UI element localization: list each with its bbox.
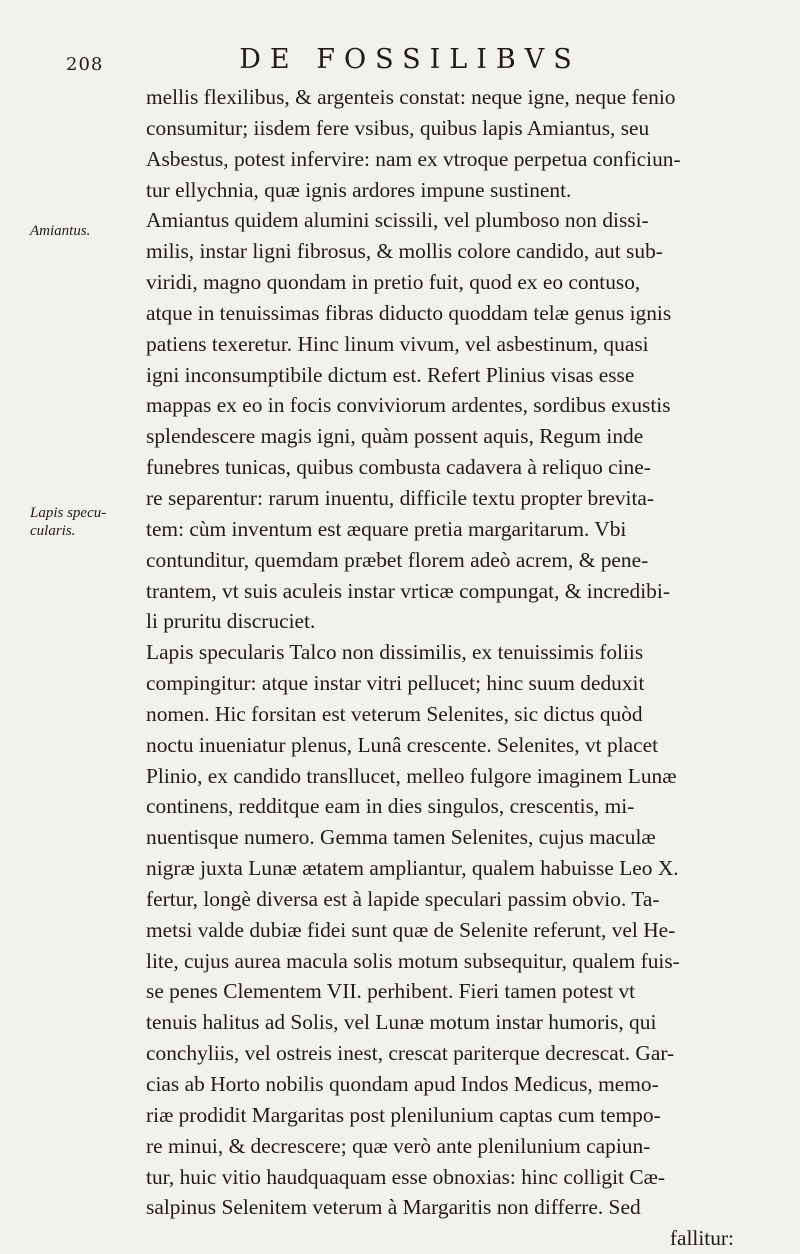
text-line: re separentur: rarum inuentu, difficile textu propter brevita- [146,485,655,510]
text-line: continens, redditque eam in dies singulos, crescentis, mi- [146,794,635,819]
text-line: fallitur: [669,1226,734,1251]
text-line: nuentisque numero. Gemma tamen Selenites, cujus maculæ [146,825,656,850]
text-line: noctu inueniatur plenus, Lunâ crescente. Selenites, vt placet [146,732,659,757]
text-line: fertur, longè diversa est à lapide speculari passim obvio. Ta- [146,886,660,911]
margin-note-line: Amiantus. [30,223,91,239]
text-line: milis, instar ligni fibrosus, & mollis colore candido, aut sub- [146,239,663,264]
text-line: lite, cujus aurea macula solis motum subsequitur, qualem fuis- [146,948,680,973]
margin-note-amiantus [30,222,140,240]
text-line: patiens texeretur. Hinc linum vivum, vel asbestinum, quasi [146,331,649,356]
text-line: tem: cùm inventum est æquare pretia margaritarum. Vbi [146,516,627,541]
text-line: cias ab Horto nobilis quondam apud Indos Medicus, memo- [146,1072,659,1096]
text-line: mellis flexilibus, & argenteis constat: neque igne, neque fenio [146,85,676,109]
text-line: Amiantus quidem alumini scissili, vel plumboso non dissi- [146,208,649,233]
text-line: nomen. Hic forsitan est veterum Selenites, sic dictus quòd [146,701,643,726]
text-line: atque in tenuissimas fibras diducto quoddam telæ genus ignis [146,300,672,325]
text-line: compingitur: atque instar vitri pellucet; hinc suum deduxit [146,671,645,696]
text-line: nigræ juxta Lunæ ætatem ampliantur, qualem habuisse Leo X. [146,856,679,881]
text-line: tur ellychnia, quæ ignis ardores impune sustinent. [146,177,572,202]
body-text [146,82,742,1254]
text-line: mappas ex eo in focis conviviorum ardentes, sordibus exustis [146,393,671,418]
text-line: Lapis specularis Talco non dissimilis, ex tenuissimis foliis [146,640,644,665]
text-line: trantem, vt suis aculeis instar vrticæ compungat, & incredibi- [146,578,670,603]
margin-note-line: Lapis specu- [30,505,107,521]
text-line: Plinio, ex candido transllucet, melleo fulgore imaginem Lunæ [146,763,677,788]
text-line: riæ prodidit Margaritas post plenilunium captas cum tempo- [146,1102,661,1127]
margin-note-line: cularis. [30,523,76,539]
text-line: Asbestus, potest infervire: nam ex vtroque perpetua conficiun- [146,146,681,171]
text-line: tenuis halitus ad Solis, vel Lunæ motum instar humoris, qui [146,1010,657,1035]
margin-note-lapis-specularis [30,504,140,540]
text-line: viridi, magno quondam in pretio fuit, quod ex eo contuso, [146,270,641,295]
text-line: consumitur; iisdem fere vsibus, quibus lapis Amiantus, seu [146,115,650,140]
text-line: li pruritu discruciet. [146,609,316,634]
text-line: se penes Clementem VII. perhibent. Fieri tamen potest vt [146,979,636,1004]
text-line: splendescere magis igni, quàm possent aquis, Regum inde [146,424,644,449]
text-line: conchyliis, vel ostreis inest, crescat pariterque decrescat. Gar- [146,1041,675,1066]
text-line: salpinus Selenitem veterum à Margaritis non differre. Sed [146,1195,641,1220]
text-line: contunditur, quemdam præbet florem adeò acrem, & pene- [146,547,649,572]
text-line: re minui, & decrescere; quæ verò ante plenilunium capiun- [146,1133,651,1158]
text-line: metsi valde dubiæ fidei sunt quæ de Selenite referunt, vel He- [146,917,676,942]
text-line: tur, huic vitio haudquaquam esse obnoxias: hinc colligit Cæ- [146,1164,665,1189]
text-line: funebres tunicas, quibus combusta cadavera à reliquo cine- [146,455,651,480]
text-line: igni inconsumptibile dictum est. Refert Plinius visas esse [146,362,635,387]
page-number: 208 [66,54,104,75]
running-title: DE FOSSILIBVS [239,44,581,75]
